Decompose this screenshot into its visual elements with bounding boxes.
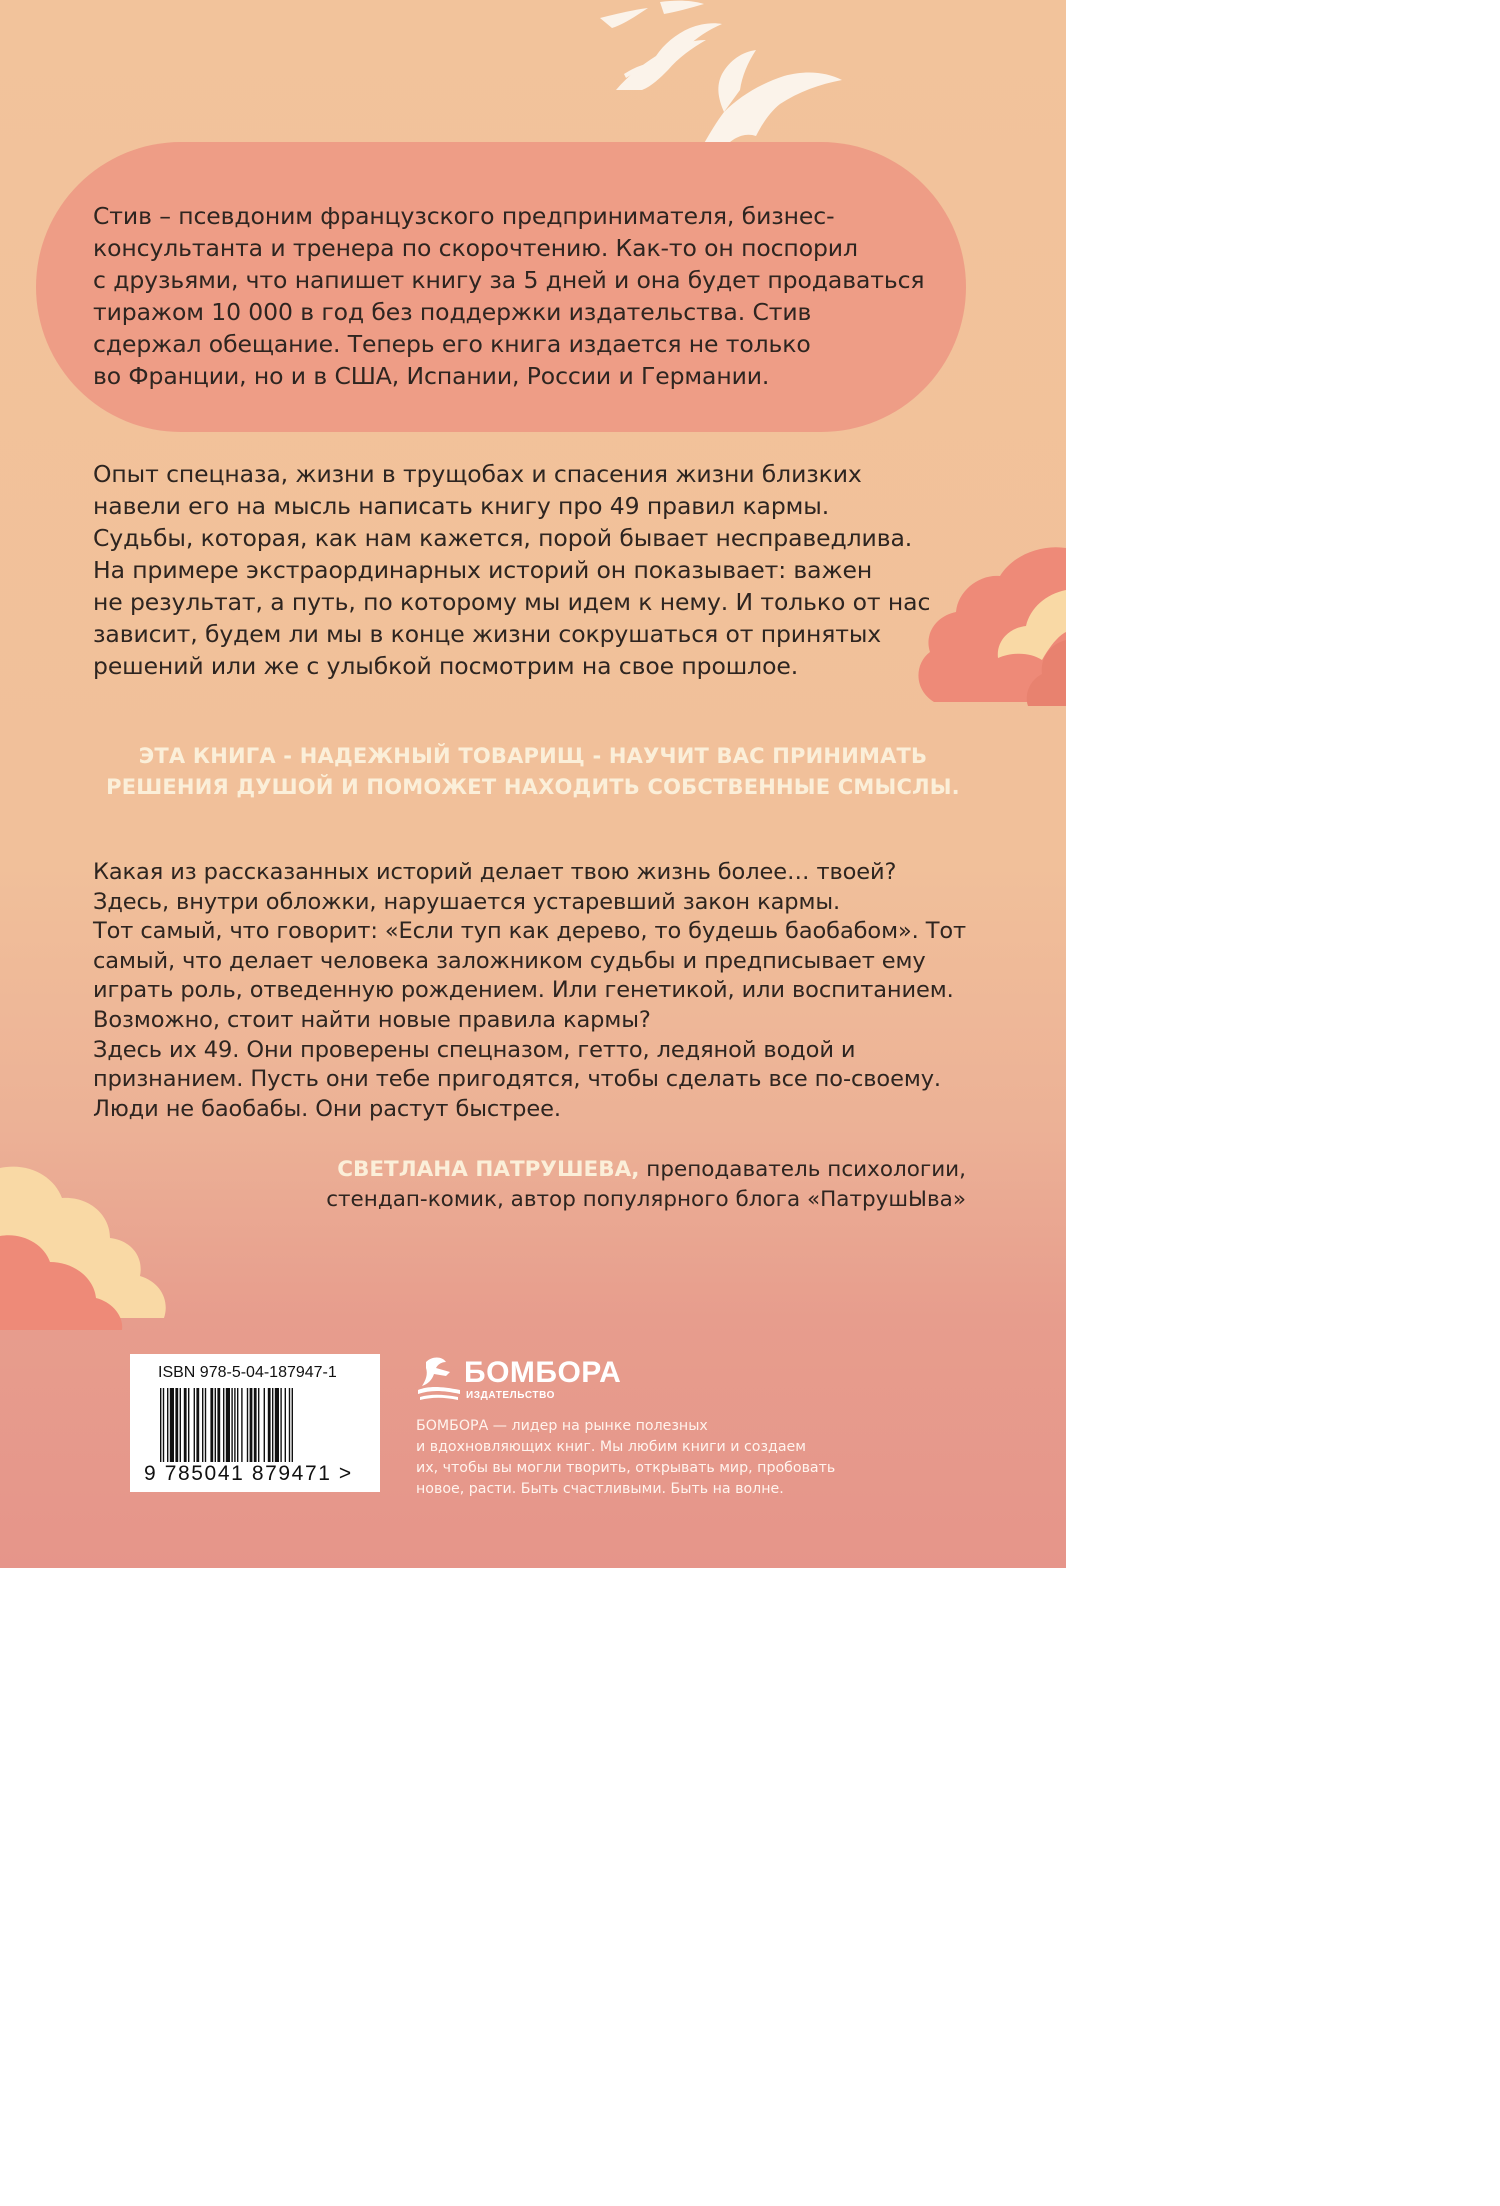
cloud-left-icon	[0, 1167, 166, 1330]
text-line: решений или же с улыбкой посмотрим на свое прошлое.	[93, 652, 799, 680]
text-line: признанием. Пусть они тебе пригодятся, чтобы сделать все по-своему.	[93, 1066, 941, 1093]
text-line: и вдохновляющих книг. Мы любим книги и создаем	[416, 1439, 806, 1455]
tagline	[60, 741, 1006, 803]
text-line: На примере экстраординарных историй он показывает: важен	[93, 556, 873, 584]
text-line: новое, расти. Быть счастливыми. Быть на волне.	[416, 1481, 784, 1497]
seagull-icon	[616, 23, 722, 90]
barcode-bars-icon	[160, 1388, 350, 1462]
text-line: Здесь, внутри обложки, нарушается устаревший закон кармы.	[93, 888, 841, 915]
attribution-line	[326, 1155, 966, 1185]
seagull-icon	[600, 1, 704, 28]
reviewer-role: преподаватель психологии,	[639, 1157, 966, 1182]
text-line: самый, что делает человека заложником судьбы и предписывает ему	[93, 947, 926, 974]
text-line: во Франции, но и в США, Испании, России и Германии.	[93, 362, 770, 390]
text-line: Тот самый, что говорит: «Если туп как дерево, то будешь баобабом». Тот	[93, 918, 967, 945]
text-line: их, чтобы вы могли творить, открывать мир, пробовать	[416, 1460, 836, 1476]
tagline-line: РЕШЕНИЯ ДУШОЙ И ПОМОЖЕТ НАХОДИТЬ СОБСТВЕННЫЕ СМЫСЛЫ.	[106, 775, 960, 799]
barcode-digits: 9 785041 879471 >	[144, 1462, 353, 1485]
text-line: консультанта и тренера по скорочтению. Как-то он поспорил	[93, 234, 858, 262]
reviewer-name: СВЕТЛАНА ПАТРУШЕВА,	[337, 1157, 640, 1182]
text-line: играть роль, отведенную рождением. Или генетикой, или воспитанием.	[93, 977, 954, 1004]
text-line: тиражом 10 000 в год без поддержки издательства. Стив	[93, 298, 812, 326]
text-line: Здесь их 49. Они проверены спецназом, гетто, ледяной водой и	[93, 1036, 856, 1063]
text-line: с друзьями, что напишет книгу за 5 дней и она будет продаваться	[93, 266, 925, 294]
book-description-text	[93, 458, 973, 682]
text-line: зависит, будем ли мы в конце жизни сокрушаться от принятых	[93, 620, 882, 648]
logo-subtitle: ИЗДАТЕЛЬСТВО	[466, 1390, 556, 1401]
text-line: Возможно, стоит найти новые правила кармы?	[93, 1006, 651, 1033]
text-line: не результат, а путь, по которому мы идем к нему. И только от нас	[93, 588, 931, 616]
tagline-line: ЭТА КНИГА - НАДЕЖНЫЙ ТОВАРИЩ - НАУЧИТ ВАС ПРИНИМАТЬ	[138, 744, 928, 768]
publisher-blurb	[416, 1416, 835, 1500]
text-line: Судьбы, которая, как нам кажется, порой бывает несправедлива.	[93, 524, 913, 552]
text-line: БОМБОРА — лидер на рынке полезных	[416, 1418, 708, 1434]
publisher-logo	[416, 1354, 622, 1406]
review-attribution	[326, 1155, 966, 1215]
text-line: Люди не баобабы. Они растут быстрее.	[93, 1095, 561, 1122]
review-quote-text	[93, 858, 973, 1124]
isbn-label: ISBN 978-5-04-187947-1	[158, 1364, 337, 1381]
attribution-line: стендап-комик, автор популярного блога «ПатрушЫва»	[326, 1187, 966, 1212]
text-line: навели его на мысль написать книгу про 49 правил кармы.	[93, 492, 830, 520]
text-line: Стив – псевдоним французского предпринимателя, бизнес-	[93, 202, 835, 230]
text-line: сдержал обещание. Теперь его книга издается не только	[93, 330, 811, 358]
wave-rider-icon	[416, 1354, 462, 1404]
logo-wordmark: БОМБОРА	[464, 1356, 622, 1389]
author-bio-text	[93, 200, 973, 392]
isbn-barcode	[130, 1354, 380, 1492]
text-line: Опыт спецназа, жизни в трущобах и спасения жизни близких	[93, 460, 862, 488]
text-line: Какая из рассказанных историй делает твою жизнь более… твоей?	[93, 859, 897, 885]
